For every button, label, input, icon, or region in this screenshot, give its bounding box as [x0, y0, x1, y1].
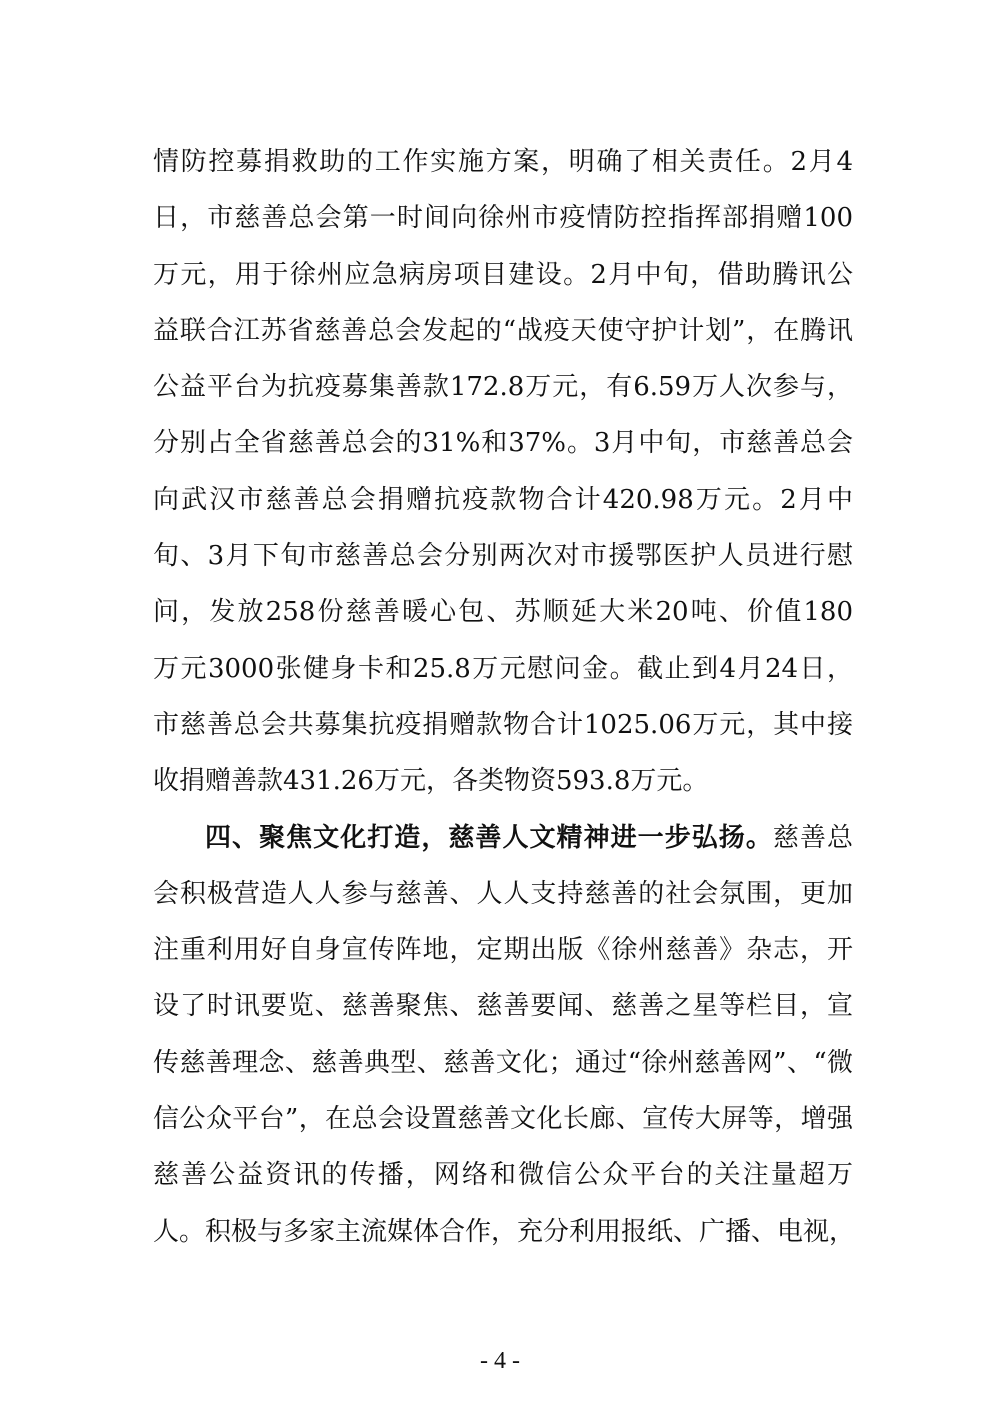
text-line: 人。积极与多家主流媒体合作，充分利用报纸、广播、电视， — [153, 1216, 856, 1247]
text-line: 向武汉市慈善总会捐赠抗疫款物合计420.98万元。2月中 — [153, 484, 853, 515]
text-line: 公益平台为抗疫募集善款172.8万元，有6.59万人次参与， — [153, 372, 853, 403]
text-line: 旬、3月下旬市慈善总会分别两次对市援鄂医护人员进行慰 — [153, 541, 853, 572]
text-line: 情防控募捐救助的工作实施方案，明确了相关责任。2月4 — [153, 147, 853, 177]
text-line: 分别占全省慈善总会的31%和37%。3月中旬，市慈善总会 — [153, 428, 853, 459]
section-heading-continuation: 慈善总 — [772, 822, 853, 853]
text-line: 万元，用于徐州应急病房项目建设。2月中旬，借助腾讯公 — [153, 259, 853, 290]
text-line: 收捐赠善款431.26万元，各类物资593.8万元。 — [153, 766, 709, 797]
text-line: 传慈善理念、慈善典型、慈善文化；通过“徐州慈善网”、“微 — [153, 1047, 853, 1078]
body-text — [153, 134, 856, 1260]
text-line: 慈善公益资讯的传播，网络和微信公众平台的关注量超万 — [153, 1160, 853, 1191]
text-line: 设了时讯要览、慈善聚焦、慈善要闻、慈善之星等栏目，宣 — [153, 991, 853, 1022]
text-line: 信公众平台”，在总会设置慈善文化长廊、宣传大屏等，增强 — [153, 1104, 853, 1135]
text-line: 日，市慈善总会第一时间向徐州市疫情防控指挥部捐赠100 — [153, 203, 853, 234]
text-line: 市慈善总会共募集抗疫捐赠款物合计1025.06万元，其中接 — [153, 709, 853, 740]
section-heading: 四、聚焦文化打造，慈善人文精神进一步弘扬。 — [205, 822, 773, 853]
text-line: 会积极营造人人参与慈善、人人支持慈善的社会氛围，更加 — [153, 878, 853, 909]
text-line: 万元3000张健身卡和25.8万元慰问金。截止到4月24日， — [153, 653, 853, 684]
section-heading-line — [153, 810, 853, 866]
text-line: 问，发放258份慈善暖心包、苏顺延大米20吨、价值180 — [153, 597, 853, 628]
text-line: 益联合江苏省慈善总会发起的“战疫天使守护计划”，在腾讯 — [153, 315, 853, 346]
text-line: 注重利用好自身宣传阵地，定期出版《徐州慈善》杂志，开 — [153, 935, 853, 966]
page-number: - 4 - — [480, 1348, 520, 1374]
